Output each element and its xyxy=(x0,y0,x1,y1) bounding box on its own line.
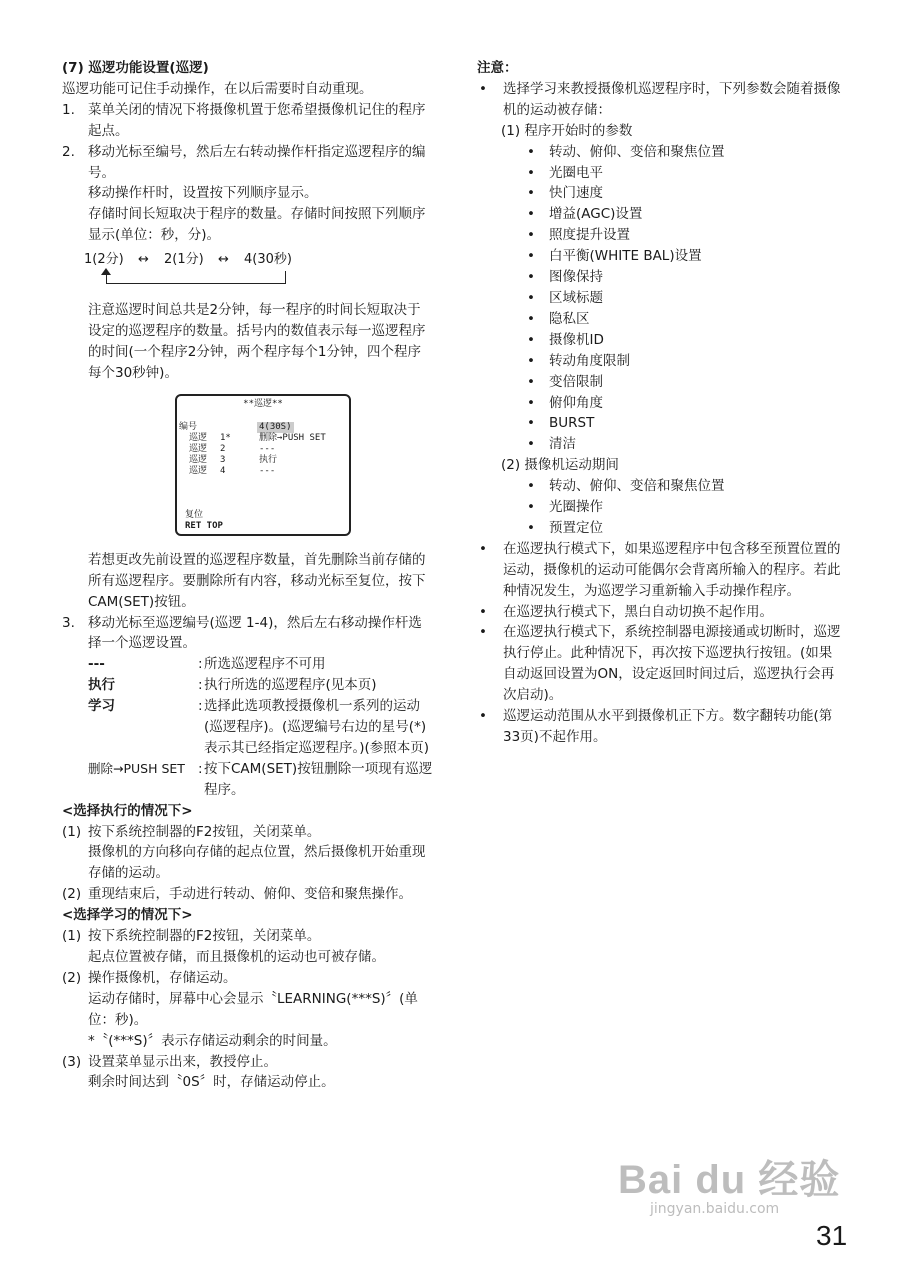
definition-key: --- xyxy=(88,656,105,673)
list-item xyxy=(477,434,845,455)
definition-row xyxy=(62,696,434,759)
notes-heading: 注意： xyxy=(477,60,518,76)
step-text: 起点位置被存储，而且摄像机的运动也可被存储。 xyxy=(88,949,385,965)
menu-reset: 复位 xyxy=(185,509,204,520)
step-text: 剩余时间达到〝0S〞时，存储运动停止。 xyxy=(88,1074,335,1091)
baidu-watermark xyxy=(618,1148,840,1217)
bullet-text: 巡逻运动范围从水平到摄像机正下方。数字翻转功能(第33页)不起作用。 xyxy=(503,708,833,745)
bullet-icon: • xyxy=(527,206,535,223)
menu-ret-top: RET TOP xyxy=(185,520,223,531)
list-item xyxy=(477,413,845,434)
list-item xyxy=(477,393,845,414)
list-item xyxy=(477,267,845,288)
definition-value: 选择此选项教授摄像机一系列的运动(巡逻程序)。(巡逻编号右边的星号(*)表示其已经指定巡逻程序。)(参照本页) xyxy=(204,698,430,756)
list-item-text: 转动角度限制 xyxy=(549,352,630,369)
list-item-text: 区域标题 xyxy=(549,289,603,306)
step-1 xyxy=(62,100,434,142)
step-text: 移动光标至巡逻编号(巡逻 1-4)，然后左右移动操作杆选择一个巡逻设置。 xyxy=(88,614,422,652)
group-heading: (2) 摄像机运动期间 xyxy=(501,457,619,474)
menu-row-value: 执行 xyxy=(259,454,278,465)
list-item-text: 隐私区 xyxy=(549,310,590,327)
list-item xyxy=(477,372,845,393)
bullet-text: 在巡逻执行模式下，系统控制器电源接通或切断时，巡逻执行停止。此种情况下，再次按下巡逻执行按钮。(如果自动返回设置为ON，设定返回时间过后，巡逻执行会再次启动)。 xyxy=(503,624,841,704)
bullet-icon: • xyxy=(527,331,535,348)
right-column xyxy=(477,58,845,748)
list-item-text: 俯仰角度 xyxy=(549,394,603,411)
bullet-icon: • xyxy=(479,80,487,97)
bullet-icon: • xyxy=(527,143,535,160)
note-text: 注意巡逻时间总共是2分钟，每一程序的时间长短取决于设定的巡逻程序的数量。括号内的数值表示每一巡逻程序的时间(一个程序2分钟，两个程序每个1分钟，四个程序每个30秒钟)。 xyxy=(88,302,426,381)
diagram-item: 4(30秒) xyxy=(244,252,292,268)
definition-key: 删除→PUSH SET xyxy=(88,760,185,776)
list-item-text: 快门速度 xyxy=(549,185,603,202)
list-item-text: 照度提升设置 xyxy=(549,227,630,244)
step-number: (2) xyxy=(62,969,82,986)
list-item xyxy=(477,476,845,497)
step-text: 操作摄像机，存储运动。 xyxy=(88,969,237,986)
step-3 xyxy=(62,613,434,655)
step-text: 重现结束后，手动进行转动、俯仰、变倍和聚焦操作。 xyxy=(88,886,412,903)
sequence-diagram xyxy=(84,246,434,300)
list-item xyxy=(477,497,845,518)
step-text: 设置菜单显示出来，教授停止。 xyxy=(88,1053,277,1070)
learn-step-2 xyxy=(62,968,434,1052)
group-heading: (1) 程序开始时的参数 xyxy=(501,122,633,139)
step-text: *〝(***S)〞表示存储运动剩余的时间量。 xyxy=(88,1032,337,1049)
definition-value: 按下CAM(SET)按钮删除一项现有巡逻程序。 xyxy=(204,760,433,798)
step-number: 3. xyxy=(62,614,75,631)
section-heading: (7) 巡逻功能设置(巡逻) xyxy=(62,60,209,76)
step-text: 菜单关闭的情况下将摄像机置于您希望摄像机记住的程序起点。 xyxy=(88,101,426,139)
bullet-icon: • xyxy=(527,394,535,411)
menu-row-value: --- xyxy=(259,465,276,476)
diagram-item: 2(1分) xyxy=(164,252,204,268)
note-bullet xyxy=(477,539,845,602)
menu-row-num: 2 xyxy=(220,443,226,454)
bullet-icon: • xyxy=(527,436,535,453)
list-item-text: 光圈操作 xyxy=(549,499,603,516)
page-number: 31 xyxy=(816,1220,848,1251)
bullet-icon: • xyxy=(527,373,535,390)
arrow-icon: ↔ xyxy=(138,252,149,268)
bullet-icon: • xyxy=(527,310,535,327)
definition-row xyxy=(62,759,434,801)
step-text: 按下系统控制器的F2按钮，关闭菜单。 xyxy=(88,823,321,840)
learn-step-3 xyxy=(62,1052,434,1094)
bullet-icon: • xyxy=(479,603,487,620)
bullet-icon: • xyxy=(527,289,535,306)
definition-colon: : xyxy=(198,698,203,715)
bullet-icon: • xyxy=(479,624,487,641)
step-text: 摄像机的方向移向存储的起点位置，然后摄像机开始重现存储的运动。 xyxy=(88,844,426,882)
list-item xyxy=(477,288,845,309)
bullet-icon: • xyxy=(527,519,535,536)
left-column xyxy=(62,58,434,1093)
definition-colon: : xyxy=(198,677,203,694)
bullet-text: 在巡逻执行模式下，如果巡逻程序中包含移至预置位置的运动，摄像机的运动可能偶尔会背离所输入的程序。若此种情况发生，为巡逻学习重新输入手动操作程序。 xyxy=(503,540,841,599)
note-bullet xyxy=(477,622,845,706)
note-bullet xyxy=(477,706,845,748)
definition-value: 执行所选的巡逻程序(见本页) xyxy=(204,677,377,694)
list-item-text: 转动、俯仰、变倍和聚焦位置 xyxy=(549,143,725,160)
learn-heading: <选择学习的情况下> xyxy=(62,907,193,924)
bullet-icon: • xyxy=(527,164,535,181)
list-item xyxy=(477,163,845,184)
step-text: 运动存储时，屏幕中心会显示〝LEARNING(***S)〞(单位：秒)。 xyxy=(88,990,418,1028)
list-item xyxy=(477,183,845,204)
list-item-text: 图像保持 xyxy=(549,269,603,286)
note-bullet xyxy=(477,602,845,623)
list-item xyxy=(477,309,845,330)
list-item-text: 预置定位 xyxy=(549,519,603,536)
step-text: 移动操作杆时，设置按下列顺序显示。 xyxy=(88,185,318,202)
step-number: 2. xyxy=(62,143,75,160)
list-item-text: 转动、俯仰、变倍和聚焦位置 xyxy=(549,478,725,495)
menu-row-value: 删除→PUSH SET xyxy=(259,432,326,443)
bullet-icon: • xyxy=(527,499,535,516)
menu-number-value: 4(30S) xyxy=(259,421,292,432)
list-item-text: BURST xyxy=(549,415,595,432)
step-text: 按下系统控制器的F2按钮，关闭菜单。 xyxy=(88,928,321,945)
menu-row-value: --- xyxy=(259,443,276,454)
step-number: (1) xyxy=(62,823,82,840)
list-item-text: 增益(AGC)设置 xyxy=(549,206,643,223)
motion-list xyxy=(477,476,845,539)
list-item-text: 光圈电平 xyxy=(549,164,603,181)
exec-step-2 xyxy=(62,884,434,905)
bullet-icon: • xyxy=(527,185,535,202)
arrow-icon: ↔ xyxy=(218,252,229,268)
definition-row xyxy=(62,654,434,675)
definition-row xyxy=(62,675,434,696)
list-item xyxy=(477,225,845,246)
step-text: 移动光标至编号，然后左右转动操作杆指定巡逻程序的编号。 xyxy=(88,143,426,181)
menu-row-num: 1* xyxy=(220,432,231,443)
loop-line xyxy=(106,271,286,284)
bullet-icon: • xyxy=(479,708,487,725)
learn-step-1 xyxy=(62,926,434,968)
menu-row-num: 3 xyxy=(220,454,226,465)
note-bullet xyxy=(477,79,845,121)
menu-row-num: 4 xyxy=(220,465,226,476)
menu-row-label: 巡逻 xyxy=(189,454,208,465)
list-item-text: 变倍限制 xyxy=(549,373,603,390)
note-text: 若想更改先前设置的巡逻程序数量，首先删除当前存储的所有巡逻程序。要删除所有内容，移动光标至复位，按下CAM(SET)按钮。 xyxy=(88,551,426,610)
step-number: (2) xyxy=(62,886,82,903)
arrow-head-icon xyxy=(101,268,111,275)
bullet-icon: • xyxy=(527,352,535,369)
bullet-text: 选择学习来教授摄像机巡逻程序时，下列参数会随着摄像机的运动被存储： xyxy=(503,80,841,118)
bullet-icon: • xyxy=(527,269,535,286)
bullet-icon: • xyxy=(527,248,535,265)
list-item-text: 清洁 xyxy=(549,436,576,453)
diagram-item: 1(2分) xyxy=(84,252,124,268)
watermark-logo: Bai du 经验 xyxy=(618,1158,841,1202)
bullet-icon: • xyxy=(527,415,535,432)
camera-menu-screen xyxy=(175,394,351,536)
definition-value: 所选巡逻程序不可用 xyxy=(204,656,326,673)
parameter-list xyxy=(477,142,845,456)
list-item-text: 白平衡(WHITE BAL)设置 xyxy=(549,248,702,265)
exec-heading: <选择执行的情况下> xyxy=(62,802,193,819)
list-item-text: 摄像机ID xyxy=(549,331,604,348)
menu-number-label: 编号 xyxy=(179,421,198,432)
list-item xyxy=(477,246,845,267)
bullet-icon: • xyxy=(479,540,487,557)
menu-title: **巡逻** xyxy=(243,398,283,409)
list-item xyxy=(477,518,845,539)
list-item xyxy=(477,330,845,351)
step-number: 1. xyxy=(62,101,75,118)
step-number: (3) xyxy=(62,1053,82,1070)
list-item xyxy=(477,204,845,225)
step-number: (1) xyxy=(62,928,82,945)
list-item xyxy=(477,142,845,163)
menu-row-label: 巡逻 xyxy=(189,465,208,476)
definition-colon: : xyxy=(198,760,203,777)
step-2 xyxy=(62,142,434,247)
menu-row-label: 巡逻 xyxy=(189,443,208,454)
list-item xyxy=(477,351,845,372)
menu-row-label: 巡逻 xyxy=(189,432,208,443)
bullet-text: 在巡逻执行模式下，黑白自动切换不起作用。 xyxy=(503,603,773,620)
exec-step-1 xyxy=(62,822,434,885)
definition-colon: : xyxy=(198,656,203,673)
definition-key: 执行 xyxy=(88,677,115,694)
watermark-url: jingyan.baidu.com xyxy=(650,1201,780,1217)
bullet-icon: • xyxy=(527,227,535,244)
definition-key: 学习 xyxy=(88,698,115,715)
step-text: 存储时间长短取决于程序的数量。存储时间按照下列顺序显示(单位：秒，分)。 xyxy=(88,206,426,244)
bullet-icon: • xyxy=(527,478,535,495)
intro-text: 巡逻功能可记住手动操作，在以后需要时自动重现。 xyxy=(62,80,373,97)
